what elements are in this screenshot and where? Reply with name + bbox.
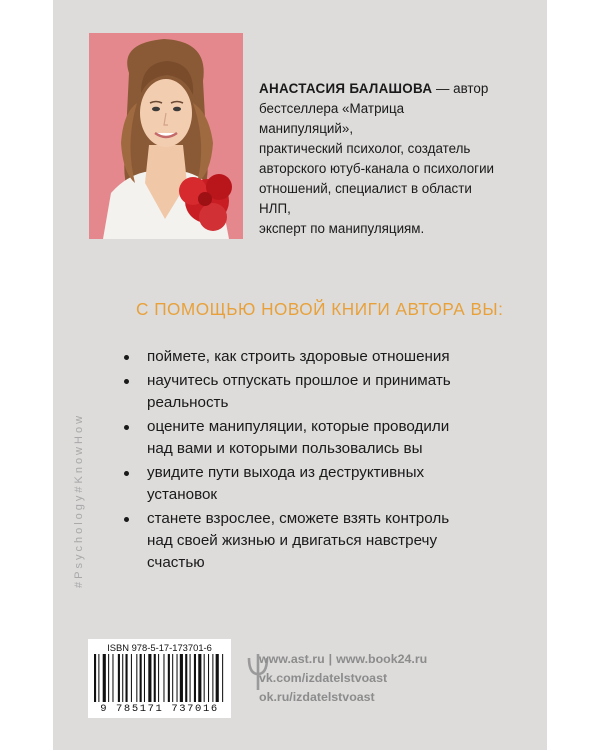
list-item <box>120 346 480 368</box>
barcode-bar <box>158 654 159 702</box>
author-name: АНАСТАСИЯ БАЛАШОВА <box>259 81 433 96</box>
barcode-bar <box>216 654 219 702</box>
barcode-bar <box>190 654 191 702</box>
bullet-text: над вами и которыми пользовались вы <box>147 440 423 457</box>
barcode-bar <box>177 654 178 702</box>
barcode-bar <box>204 654 205 702</box>
author-portrait-illustration <box>89 33 243 239</box>
barcode-bar <box>168 654 170 702</box>
barcode-bar <box>222 654 223 702</box>
bullet-text: увидите пути выхода из деструктивных <box>147 464 425 481</box>
bullet-text: поймете, как строить здоровые отношения <box>147 348 450 365</box>
barcode-bar <box>108 654 109 702</box>
barcode-bar <box>98 654 99 702</box>
link-vk[interactable]: vk.com/izdatelstvoast <box>259 671 388 685</box>
barcode-digits: 9 785171 737016 <box>100 703 219 715</box>
bullet-icon <box>124 517 129 522</box>
barcode-bar <box>136 654 137 702</box>
barcode-bar <box>154 654 156 702</box>
author-bio <box>259 79 499 239</box>
barcode-bar <box>148 654 151 702</box>
bullet-text: реальность <box>147 394 229 411</box>
barcode-bar <box>172 654 173 702</box>
barcode-bar <box>208 654 209 702</box>
isbn-label: ISBN 978-5-17-173701-6 <box>107 642 212 653</box>
list-item <box>120 462 480 506</box>
barcode-bars <box>94 654 225 702</box>
barcode-bar <box>94 654 96 702</box>
list-item <box>120 508 480 574</box>
barcode-bar <box>126 654 128 702</box>
barcode-bar <box>122 654 123 702</box>
link-ast[interactable]: www.ast.ru <box>259 652 325 666</box>
barcode-bar <box>144 654 145 702</box>
barcode-bar <box>185 654 187 702</box>
barcode-bar <box>140 654 142 702</box>
barcode-bar <box>103 654 106 702</box>
bio-line-1: бестселлера «Матрица манипуляций», <box>259 101 405 136</box>
bullet-icon <box>124 355 129 360</box>
bio-line-3: авторского ютуб-канала о психологии <box>259 161 495 176</box>
author-photo <box>89 33 243 239</box>
bio-line <box>259 79 499 99</box>
link-ok[interactable]: ok.ru/izdatelstvoast <box>259 690 375 704</box>
barcode <box>88 639 231 718</box>
benefits-list <box>120 346 480 576</box>
list-item <box>120 416 480 460</box>
barcode-bar <box>163 654 164 702</box>
barcode-bar <box>194 654 196 702</box>
publisher-links <box>259 650 427 707</box>
link-book24[interactable]: www.book24.ru <box>336 652 428 666</box>
benefits-heading: С ПОМОЩЬЮ НОВОЙ КНИГИ АВТОРА ВЫ: <box>136 299 504 319</box>
barcode-bar <box>212 654 213 702</box>
bullet-text: над своей жизнью и двигаться навстречу <box>147 532 438 549</box>
bullet-text: установок <box>147 486 218 503</box>
links-separator: | <box>328 652 333 666</box>
bullet-text: оцените манипуляции, которые проводили <box>147 418 450 435</box>
barcode-bar <box>180 654 183 702</box>
barcode-bar <box>131 654 132 702</box>
bullet-icon <box>124 379 129 384</box>
bullet-text: счастью <box>147 554 205 571</box>
list-item <box>120 370 480 414</box>
bio-line-5: эксперт по манипуляциям. <box>259 221 425 236</box>
bullet-icon <box>124 471 129 476</box>
barcode-bar <box>118 654 120 702</box>
barcode-bar <box>198 654 201 702</box>
bullet-icon <box>124 425 129 430</box>
bio-line-2: практический психолог, создатель <box>259 141 471 156</box>
barcode-bar <box>112 654 113 702</box>
bullet-text: станете взрослее, сможете взять контроль <box>147 510 450 527</box>
bullet-text: научитесь отпускать прошлое и принимать <box>147 372 451 389</box>
bio-line-4: отношений, специалист в области НЛП, <box>259 181 472 216</box>
links-row-1 <box>259 650 427 669</box>
bio-line-0: — автор <box>436 81 489 96</box>
series-label: #Psychology#KnowHow <box>73 412 85 588</box>
